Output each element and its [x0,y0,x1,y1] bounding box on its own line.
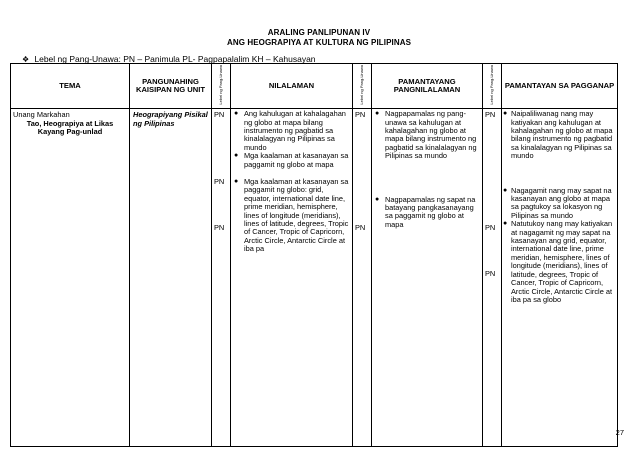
header-pamantayang-pangnilalaman: PAMANTAYANG PANGNILALAMAN [372,64,483,109]
pamantayan-sa-pagganap-cell [502,109,618,447]
header-lebel-1: Lebel ng Pang-Unawa [212,64,231,109]
table-header-row [11,64,618,109]
curriculum-table [10,63,618,447]
bullet-icon: ● [234,110,239,118]
header-pangunahing-kaisipan: PANGUNAHING KAISIPAN NG UNIT [130,64,212,109]
list-item: ● Nagagamit nang may sapat na kasanayan ang globo at mapa sa pagtukoy sa lokasyon ng Pilipinas sa mundo [503,185,612,220]
document-subtitle: ANG HEOGRAPIYA AT KULTURA NG PILIPINAS [226,38,412,47]
header-tema: TEMA [11,64,130,109]
bullet-icon: ● [234,152,239,160]
bullet-icon: ● [375,195,380,203]
level-label: PN [214,110,225,120]
pagganap-level-cell [483,109,502,447]
list-item: ● Natutukoy nang may katiyakan at nagagamit ng may sapat na kasanayan ang grid, equator, international date line, prime meridian, hemisphere, lines of longitude (meridians), lines of latitude, degrees, Tropic of Cancer, Tropic of Capricorn, Arctic Circle, Antarctic Circle at iba pa sa globo [503,219,613,304]
nilalaman-level-cell [212,109,231,447]
bullet-icon: ● [503,220,508,228]
bullet-icon: ● [375,110,380,118]
list-item: ● Mga kaalaman at kasanayan sa paggamit ng globo at mapa [234,151,349,169]
level-label: PN [355,223,366,233]
document-title: ARALING PANLIPUNAN IV [267,28,371,37]
list-item: ● Mga kaalaman at kasanayan sa paggamit ng globo: grid, equator, international date line, prime meridian, hemisphere, lines of longitude (meridians), lines of latitude, degrees, Tropic of Cancer, Tropic of Capricorn, Arctic Circle, Antarctic Circle at iba pa [234,177,349,254]
page-number: 27 [615,428,624,437]
table-row [11,109,618,447]
level-label: PN [485,269,496,279]
list-item: ● Nagpapamalas ng sapat na batayang pangkasanayang sa paggamit ng globo at mapa [375,194,476,229]
diamond-bullet-icon: ❖ [22,55,30,64]
level-label: PN [214,177,225,187]
level-label: PN [355,110,366,120]
level-label: PN [485,110,496,120]
legend-text: Lebel ng Pang-Unawa: PN – Panimula PL- Pagpapalalim KH – Kahusayan [34,54,316,64]
level-label: PN [214,223,225,233]
tema-markahan: Unang Markahan [13,110,70,120]
bullet-icon: ● [234,178,239,186]
tema-cell [11,109,130,447]
list-item: ● Naipaliliwanag nang may katiyakan ang kahulugan at kahalagahan ng globo at mapa bilang instrumento ng pagbatid sa kinalalagyan ng Pilipinas sa mundo [503,109,613,161]
nilalaman-cell [231,109,353,447]
pamantayang-pangnilalaman-cell [372,109,483,447]
bullet-icon: ● [503,110,508,118]
pangnilalaman-level-cell [353,109,372,447]
list-item: ● Nagpapamalas ng pang-unawa sa kahulugan at kahalagahan ng globo at mapa bilang instrumento ng pagbatid sa kinalalagyan ng Pilipinas sa mundo [375,109,477,161]
header-lebel-2: Lebel ng Pang-Unawa [353,64,372,109]
level-label: PN [485,223,496,233]
kaisipan-cell: Heograpiyang Pisikal ng Pilipinas [130,109,212,447]
list-item: ● Ang kahulugan at kahalagahan ng globo at mapa bilang instrumento ng pagbatid sa kinalalagyan ng Pilipinas sa mundo [234,109,346,152]
header-pamantayan-sa-pagganap: PAMANTAYAN SA PAGGANAP [502,64,618,109]
header-nilalaman: NILALAMAN [231,64,353,109]
bullet-icon: ● [503,186,508,194]
header-lebel-3: Lebel ng Pang-Unawa [483,64,502,109]
tema-title: Tao, Heograpiya at Likas Kayang Pag-unlad [26,118,114,136]
